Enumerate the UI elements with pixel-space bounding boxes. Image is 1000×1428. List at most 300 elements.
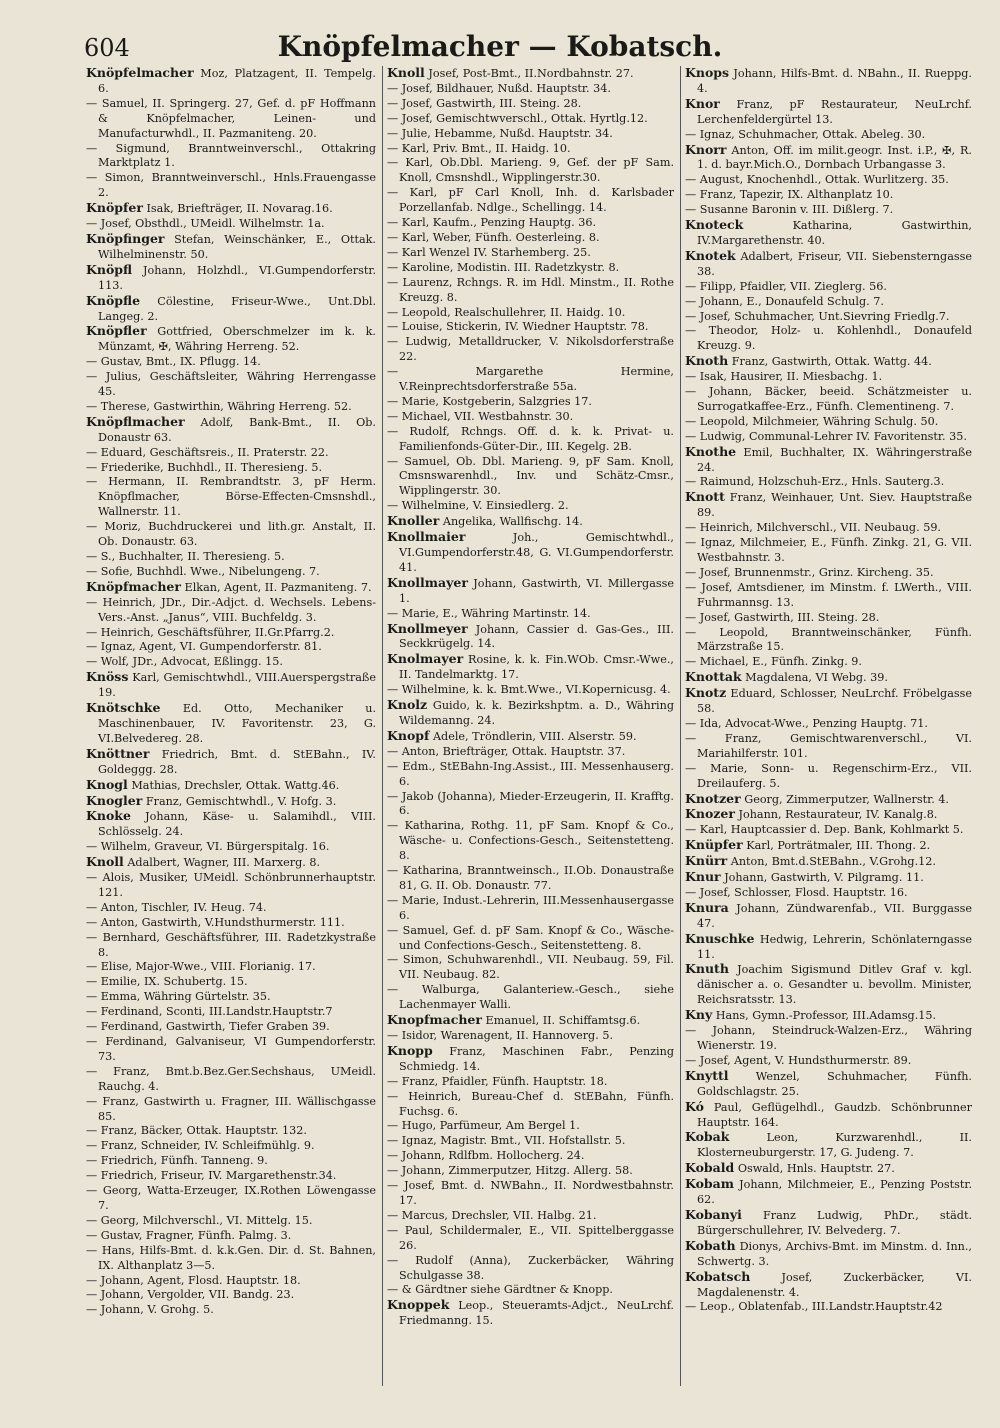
directory-entry — [387, 1029, 674, 1044]
directory-entry — [86, 1303, 376, 1318]
directory-entry — [685, 310, 972, 325]
directory-entry — [86, 1214, 376, 1229]
directory-entry — [86, 1035, 376, 1065]
entry-text: Hedwig, Lehrerin, Schönlaterngasse 11. — [697, 932, 972, 961]
entry-text: — Theodor, Holz- u. Kohlenhdl., Donaufeld Kreuzg. 9. — [685, 324, 972, 353]
entry-text: — Johann, V. Grohg. 5. — [86, 1303, 214, 1317]
entry-text: — Anton, Gastwirth, V.Hundsthurmerstr. 111. — [86, 915, 345, 929]
directory-entry — [685, 1161, 972, 1177]
directory-entry — [86, 142, 376, 172]
entry-text: — Wilhelmine, k. k. Bmt.Wwe., VI.Kopernicusg. 4. — [387, 683, 671, 697]
entry-surname: Knotek — [685, 247, 736, 263]
column-3 — [680, 66, 976, 1386]
directory-entry — [86, 66, 376, 97]
entry-text: — Franz, Pfaidler, Fünfh. Hauptstr. 18. — [387, 1074, 608, 1088]
directory-entry — [685, 490, 972, 521]
entry-text: — Hugo, Parfümeur, Am Bergel 1. — [387, 1119, 580, 1133]
directory-entry — [387, 82, 674, 97]
directory-entry — [685, 1300, 972, 1315]
entry-text: — Josef, Schuhmacher, Unt.Sievring Friedlg.7. — [685, 309, 950, 323]
entry-text: Anton, Off. im milit.geogr. Inst. i.P., ✠, R. 1. d. bayr.Mich.O., Dornbach Urbangasse 3. — [697, 143, 972, 172]
directory-entry — [86, 809, 376, 840]
entry-text: — Franz, Bäcker, Ottak. Hauptstr. 132. — [86, 1124, 307, 1138]
directory-entry — [86, 960, 376, 975]
directory-entry — [387, 983, 674, 1013]
directory-entry — [86, 461, 376, 476]
entry-text: — Josef, Gemischtwverschl., Ottak. Hyrtlg.12. — [387, 111, 648, 125]
entry-text: — Samuel, II. Springerg. 27, Gef. d. pF Hoffmann & Knöpfelmacher, Leinen- und Manufacturwhdl., II. Pazmaniteng. 20. — [86, 96, 376, 140]
entry-text: — Ferdinand, Galvaniseur, VI Gumpendorferstr. 73. — [86, 1035, 376, 1063]
entry-surname: Kobam — [685, 1176, 734, 1192]
entry-surname: Knöss — [86, 669, 129, 685]
entry-text: Johann, Milchmeier, E., Penzing Poststr. 62. — [697, 1178, 972, 1207]
directory-entry — [685, 66, 972, 97]
directory-entry — [86, 580, 376, 596]
directory-entry — [86, 626, 376, 641]
directory-entry — [685, 717, 972, 732]
entry-text: — Josef, Gastwirth, III. Steing. 28. — [685, 610, 880, 624]
entry-surname: Knoke — [86, 808, 131, 824]
directory-entry — [86, 1229, 376, 1244]
entry-text: — Franz, Schneider, IV. Schleifmühlg. 9. — [86, 1139, 315, 1153]
entry-text: — Ignaz, Agent, VI. Gumpendorferstr. 81. — [86, 640, 322, 654]
directory-entry — [685, 249, 972, 280]
directory-entry — [685, 173, 972, 188]
directory-entry — [685, 854, 972, 870]
entry-surname: Knott — [685, 489, 725, 505]
directory-entry — [685, 536, 972, 566]
entry-text: Emanuel, II. Schiffamtsg.6. — [481, 1014, 641, 1028]
directory-entry — [387, 1075, 674, 1090]
directory-entry — [685, 1130, 972, 1161]
directory-entry — [685, 385, 972, 415]
directory-entry — [86, 232, 376, 263]
entry-text: Johann, Hilfs-Bmt. d. NBahn., II. Rueppg. 4. — [697, 67, 972, 95]
entry-text: — Karl, Priv. Bmt., II. Haidg. 10. — [387, 141, 571, 155]
directory-entry — [387, 425, 674, 455]
entry-text: — Filipp, Pfaidler, VII. Zieglerg. 56. — [685, 279, 887, 293]
directory-entry — [86, 1065, 376, 1095]
directory-entry — [387, 530, 674, 576]
directory-entry — [387, 1134, 674, 1149]
entry-text: Friedrich, Bmt. d. StEBahn., IV. Goldeggg. 28. — [98, 747, 376, 776]
entry-surname: Knöpflmacher — [86, 413, 185, 429]
entry-text: Leon, Kurzwarenhdl., II. Klosterneuburgerstr. 17, G. Judeng. 7. — [697, 1131, 972, 1160]
directory-entry — [86, 171, 376, 201]
entry-text: — Ignaz, Milchmeier, E., Fünfh. Zinkg. 21, G. VII. Westbahnstr. 3. — [685, 536, 972, 564]
entry-text: — Simon, Branntweinverschl., Hnls.Frauengasse 2. — [86, 171, 376, 200]
directory-entry — [685, 1024, 972, 1054]
directory-entry — [387, 790, 674, 820]
entry-text: — Edm., StEBahn-Ing.Assist., III. Messenhauserg. 6. — [387, 759, 674, 788]
entry-text: — Karl, pF Carl Knoll, Inh. d. Karlsbader Porzellanfab. Ndlge., Schellingg. 14. — [387, 186, 674, 215]
directory-entry — [387, 607, 674, 622]
directory-entry — [86, 1274, 376, 1289]
directory-entry — [86, 975, 376, 990]
entry-text: Johann, Käse- u. Salamihdl., VIII. Schlösselg. 24. — [98, 810, 376, 839]
entry-text: Franz, Weinhauer, Unt. Siev. Hauptstraße 89. — [697, 491, 972, 520]
entry-text: — Samuel, Gef. d. pF Sam. Knopf & Co., Wäsche- und Confections-Gesch., Seitenstetteng. 8. — [387, 923, 674, 952]
directory-entry — [387, 261, 674, 276]
directory-entry — [685, 962, 972, 1008]
directory-entry — [387, 335, 674, 365]
directory-entry — [685, 143, 972, 174]
directory-entry — [387, 729, 674, 745]
directory-entry — [685, 807, 972, 823]
entry-text: Franz, Maschinen Fabr., Penzing Schmiedg. 14. — [399, 1044, 674, 1073]
entry-surname: Knoteck — [685, 217, 744, 233]
entry-text: Angelika, Wallfischg. 14. — [439, 515, 583, 529]
directory-entry — [86, 415, 376, 446]
directory-entry — [387, 1224, 674, 1254]
directory-entry — [685, 838, 972, 854]
entry-surname: Knozer — [685, 806, 735, 822]
directory-entry — [86, 324, 376, 355]
page-header — [0, 30, 1000, 70]
entry-surname: Knoppek — [387, 1297, 450, 1313]
directory-entry — [387, 760, 674, 790]
entry-text: — Emma, Währing Gürtelstr. 35. — [86, 990, 271, 1004]
entry-text: — Walburga, Galanteriew.-Gesch., siehe Lachenmayer Walli. — [387, 983, 674, 1012]
entry-text: — Johann, Agent, Flosd. Hauptstr. 18. — [86, 1273, 301, 1287]
entry-surname: Kobald — [685, 1160, 735, 1176]
entry-surname: Kó — [685, 1098, 704, 1114]
entry-text: — Bernhard, Geschäftsführer, III. Radetzkystraße 8. — [86, 930, 376, 959]
entry-surname: Knöpfmacher — [86, 578, 181, 594]
directory-entry — [387, 953, 674, 983]
entry-surname: Kobath — [685, 1237, 736, 1253]
entry-text: Guido, k. k. Bezirkshptm. a. D., Währing Wildemanng. 24. — [399, 699, 674, 727]
entry-surname: Knöpfle — [86, 292, 141, 308]
entry-text: Franz, pF Restaurateur, NeuLrchf. Lerchenfeldergürtel 13. — [697, 97, 972, 126]
directory-entry — [685, 1177, 972, 1208]
entry-text: — Heinrich, Bureau-Chef d. StEBahn, Fünfh. Fuchsg. 6. — [387, 1089, 674, 1118]
entry-text: — Heinrich, Geschäftsführer, II.Gr.Pfarrg.2. — [86, 625, 335, 639]
directory-entry — [86, 1139, 376, 1154]
entry-text: — Julius, Geschäftsleiter, Währing Herrengasse 45. — [86, 370, 376, 399]
entry-surname: Knöpfelmacher — [86, 66, 194, 80]
directory-entry — [387, 745, 674, 760]
directory-entry — [685, 370, 972, 385]
directory-entry — [685, 475, 972, 490]
entry-text: — Susanne Baronin v. III. Dißlerg. 7. — [685, 203, 894, 217]
entry-text: — Jakob (Johanna), Mieder-Erzeugerin, II. Krafftg. 6. — [387, 789, 674, 818]
entry-text: — Elise, Major-Wwe., VIII. Florianig. 17. — [86, 960, 316, 974]
directory-entry — [86, 400, 376, 415]
entry-text: — Michael, VII. Westbahnstr. 30. — [387, 409, 574, 423]
directory-entry — [387, 1283, 674, 1298]
entry-text: — Karl, Ob.Dbl. Marieng. 9, Gef. der pF Sam. Knoll, Cmsnshdl., Wipplingerstr.30. — [387, 156, 674, 185]
directory-entry — [387, 186, 674, 216]
entry-text: — Margarethe Hermine, V.Reinprechtsdorferstraße 55a. — [387, 365, 674, 394]
entry-text: — Johann, Steindruck-Walzen-Erz., Währing Wienerstr. 19. — [685, 1024, 972, 1052]
directory-entry — [685, 566, 972, 581]
directory-entry — [387, 864, 674, 894]
entry-text: Josef, Post-Bmt., II.Nordbahnstr. 27. — [424, 67, 634, 80]
directory-entry — [86, 355, 376, 370]
directory-columns — [84, 66, 984, 1386]
entry-text: Adele, Tröndlerin, VIII. Alserstr. 59. — [429, 729, 637, 743]
entry-text: — Gustav, Fragner, Fünfh. Palmg. 3. — [86, 1228, 292, 1242]
directory-entry — [685, 430, 972, 445]
entry-surname: Knoll — [86, 854, 124, 870]
entry-surname: Knorr — [685, 141, 727, 157]
entry-surname: Knothe — [685, 443, 737, 459]
entry-text: — Emilie, IX. Schubertg. 15. — [86, 975, 248, 989]
directory-entry — [685, 1239, 972, 1270]
entry-surname: Knöttner — [86, 745, 150, 761]
directory-entry — [387, 683, 674, 698]
directory-entry — [685, 886, 972, 901]
entry-text: — Marie, Indust.-Lehrerin, III.Messenhausergasse 6. — [387, 893, 674, 922]
entry-text: Moz, Platzagent, II. Tempelg. 6. — [98, 67, 376, 95]
entry-text: — Friedrich, Friseur, IV. Margarethenstr.34. — [86, 1169, 337, 1183]
entry-text: — Raimund, Holzschuh-Erz., Hnls. Sauterg.3. — [685, 475, 945, 489]
entry-text: Hans, Gymn.-Professor, III.Adamsg.15. — [712, 1009, 937, 1023]
entry-text: Karl, Gemischtwhdl., VIII.Auerspergstraße 19. — [98, 671, 376, 700]
entry-text: — Josef, Obsthdl., UMeidl. Wilhelmstr. 1a. — [86, 217, 325, 231]
entry-text: — Ferdinand, Gastwirth, Tiefer Graben 39. — [86, 1020, 330, 1034]
entry-text: Dionys, Archivs-Bmt. im Minstm. d. Inn., Schwertg. 3. — [697, 1239, 972, 1268]
entry-text: Emil, Buchhalter, IX. Währingerstraße 24. — [697, 445, 972, 474]
directory-entry — [387, 246, 674, 261]
entry-text: Karl, Porträtmaler, III. Thong. 2. — [742, 839, 931, 853]
directory-entry — [387, 216, 674, 231]
entry-text: — Josef, Brunnenmstr., Grinz. Kircheng. 35. — [685, 565, 934, 579]
entry-text: Katharina, Gastwirthin, IV.Margarethenstr. 40. — [697, 219, 972, 247]
directory-entry — [387, 1044, 674, 1075]
entry-text: — Josef, Agent, V. Hundsthurmerstr. 89. — [685, 1053, 912, 1067]
entry-text: — Josef, Gastwirth, III. Steing. 28. — [387, 96, 582, 110]
entry-text: — & Gärdtner siehe Gärdtner & Knopp. — [387, 1283, 613, 1297]
entry-text: — Johann, E., Donaufeld Schulg. 7. — [685, 294, 884, 308]
directory-entry — [685, 128, 972, 143]
directory-entry — [86, 1244, 376, 1274]
directory-entry — [685, 611, 972, 626]
entry-text: — Heinrich, JDr., Dir.-Adjct. d. Wechsels. Lebens-Vers.-Anst. „Janus“, VIII. Buchfeldg. 3. — [86, 595, 376, 624]
directory-entry — [387, 365, 674, 395]
entry-surname: Knolmayer — [387, 651, 464, 667]
entry-text: — Marie, Sonn- u. Regenschirm-Erz., VII. Dreilauferg. 5. — [685, 761, 972, 790]
directory-entry — [387, 142, 674, 157]
entry-text: — Therese, Gastwirthin, Währing Herreng. 52. — [86, 399, 352, 413]
entry-text: Wenzel, Schuhmacher, Fünfh. Goldschlagstr. 25. — [697, 1069, 972, 1098]
entry-text: — Ida, Advocat-Wwe., Penzing Hauptg. 71. — [685, 716, 928, 730]
entry-surname: Kny — [685, 1007, 713, 1023]
entry-text: — Gustav, Bmt., IX. Pflugg. 14. — [86, 355, 261, 369]
entry-surname: Knopf — [387, 727, 430, 743]
entry-text: Paul, Geflügelhdl., Gaudzb. Schönbrunner Hauptstr. 164. — [697, 1100, 972, 1129]
entry-surname: Knoll — [387, 66, 425, 80]
directory-entry — [685, 1054, 972, 1069]
entry-surname: Kobatsch — [685, 1268, 751, 1284]
directory-entry — [387, 819, 674, 864]
directory-entry — [387, 320, 674, 335]
entry-surname: Knöpfer — [86, 200, 143, 216]
directory-entry — [387, 576, 674, 607]
directory-entry — [86, 747, 376, 778]
directory-entry — [387, 306, 674, 321]
directory-entry — [86, 596, 376, 626]
directory-entry — [685, 97, 972, 128]
entry-text: — Louise, Stickerin, IV. Wiedner Hauptstr. 78. — [387, 320, 649, 334]
entry-text: — Laurenz, Rchngs. R. im Hdl. Minstm., II. Rothe Kreuzg. 8. — [387, 275, 674, 304]
directory-entry — [86, 97, 376, 142]
entry-text: Georg, Zimmerputzer, Wallnerstr. 4. — [740, 792, 949, 806]
entry-text: — Karl, Kaufm., Penzing Hauptg. 36. — [387, 216, 597, 230]
directory-entry — [685, 626, 972, 656]
entry-text: — Georg, Watta-Erzeuger, IX.Rothen Löwengasse 7. — [86, 1184, 376, 1212]
entry-surname: Knogler — [86, 792, 143, 808]
entry-text: — Georg, Milchverschl., VI. Mittelg. 15. — [86, 1213, 313, 1227]
entry-text: — Friederike, Buchhdl., II. Theresieng. 5. — [86, 460, 323, 474]
directory-entry — [685, 732, 972, 762]
entry-text: — Hans, Hilfs-Bmt. d. k.k.Gen. Dir. d. St. Bahnen, IX. Althanplatz 3—5. — [86, 1243, 376, 1272]
entry-surname: Knollmeyer — [387, 620, 468, 636]
directory-entry — [86, 565, 376, 580]
directory-entry — [387, 231, 674, 246]
entry-surname: Knoth — [685, 353, 729, 369]
entry-text: — Wolf, JDr., Advocat, Eßlingg. 15. — [86, 655, 283, 669]
entry-text: — Anton, Briefträger, Ottak. Hauptstr. 37. — [387, 744, 626, 758]
directory-entry — [387, 514, 674, 530]
directory-entry — [86, 1020, 376, 1035]
directory-entry — [685, 1208, 972, 1239]
entry-text: — Ludwig, Metalldrucker, V. Nikolsdorferstraße 22. — [387, 335, 674, 364]
directory-entry — [685, 1069, 972, 1100]
directory-entry — [685, 324, 972, 354]
entry-surname: Knopfmacher — [387, 1012, 482, 1028]
entry-surname: Knürr — [685, 853, 728, 869]
directory-entry — [86, 794, 376, 810]
entry-text: Eduard, Schlosser, NeuLrchf. Fröbelgasse 58. — [697, 687, 972, 716]
directory-entry — [685, 445, 972, 476]
entry-text: — Ignaz, Schuhmacher, Ottak. Abeleg. 30. — [685, 127, 926, 141]
entry-text: — Franz, Bmt.b.Bez.Ger.Sechshaus, UMeidl. Rauchg. 4. — [86, 1064, 376, 1093]
entry-surname: Knötschke — [86, 700, 161, 716]
entry-text: — Josef, Amtsdiener, im Minstm. f. LWerth., VIII. Fuhrmannsg. 13. — [685, 580, 972, 609]
directory-entry — [86, 475, 376, 520]
directory-entry — [86, 294, 376, 325]
entry-text: — Josef, Schlosser, Flosd. Hauptstr. 16. — [685, 885, 908, 899]
entry-text: — Franz, Gastwirth u. Fragner, III. Wällischgasse 85. — [86, 1094, 376, 1123]
directory-entry — [86, 916, 376, 931]
directory-entry — [685, 1270, 972, 1301]
entry-text: Rosine, k. k. Fin.WOb. Cmsr.-Wwe., II. Tandelmarktg. 17. — [399, 653, 674, 682]
entry-text: — Karl Wenzel IV. Starhemberg. 25. — [387, 245, 591, 259]
directory-entry — [86, 840, 376, 855]
directory-entry — [86, 201, 376, 217]
entry-text: — Rudolf, Rchngs. Off. d. k. k. Privat- u. Familienfonds-Güter-Dir., III. Kegelg. 2B. — [387, 424, 674, 453]
entry-text: — Isak, Hausirer, II. Miesbachg. 1. — [685, 370, 883, 384]
directory-entry — [86, 778, 376, 794]
directory-entry — [86, 1005, 376, 1020]
entry-surname: Knopp — [387, 1042, 433, 1058]
entry-text: Ed. Otto, Mechaniker u. Maschinenbauer, IV. Favoritenstr. 23, G. VI.Belvedereg. 28. — [98, 702, 376, 745]
entry-text: Oswald, Hnls. Hauptstr. 27. — [734, 1162, 895, 1176]
directory-entry — [387, 698, 674, 729]
entry-text: — Eduard, Geschäftsreis., II. Praterstr. 22. — [86, 445, 329, 459]
entry-text: — Paul, Schildermaler, E., VII. Spittelberggasse 26. — [387, 1223, 674, 1252]
directory-entry — [685, 521, 972, 536]
directory-entry — [685, 280, 972, 295]
directory-entry — [86, 901, 376, 916]
entry-text: — Simon, Schuhwarenhdl., VII. Neubaug. 59, Fil. VII. Neubaug. 82. — [387, 953, 674, 982]
entry-text: — August, Knochenhdl., Ottak. Wurlitzerg. 35. — [685, 173, 949, 187]
entry-surname: Knolz — [387, 697, 428, 713]
entry-text: — Moriz, Buchdruckerei und lith.gr. Anstalt, II. Ob. Donaustr. 63. — [86, 520, 376, 549]
column-1 — [84, 66, 380, 1386]
entry-text: — Ludwig, Communal-Lehrer IV. Favoritenstr. 35. — [685, 429, 967, 443]
directory-entry — [685, 686, 972, 717]
directory-entry — [387, 1164, 674, 1179]
directory-entry — [86, 1169, 376, 1184]
entry-text: — Wilhelm, Graveur, VI. Bürgerspitalg. 16. — [86, 840, 330, 854]
directory-entry — [685, 203, 972, 218]
entry-text: — Ferdinand, Sconti, III.Landstr.Hauptstr.7 — [86, 1005, 333, 1019]
directory-entry — [86, 550, 376, 565]
entry-surname: Knottak — [685, 669, 742, 685]
directory-entry — [685, 901, 972, 932]
directory-entry — [387, 156, 674, 186]
entry-text: — Michael, E., Fünfh. Zinkg. 9. — [685, 655, 862, 669]
entry-surname: Kobanyi — [685, 1206, 742, 1222]
entry-text: — Ignaz, Magistr. Bmt., VII. Hofstallstr. 5. — [387, 1134, 626, 1148]
entry-text: Joh., Gemischtwhdl., VI.Gumpendorferstr.48, G. VI.Gumpendorferstr. 41. — [399, 531, 674, 574]
entry-text: — Julie, Hebamme, Nußd. Hauptstr. 34. — [387, 126, 613, 140]
entry-text: Johann, Zündwarenfab., VII. Burggasse 47. — [697, 901, 972, 930]
directory-entry — [387, 112, 674, 127]
entry-text: Franz Ludwig, PhDr., städt. Bürgerschullehrer, IV. Belvederg. 7. — [697, 1208, 972, 1237]
entry-surname: Knogl — [86, 776, 128, 792]
directory-entry — [387, 276, 674, 306]
entry-text: Elkan, Agent, II. Pazmaniteng. 7. — [180, 580, 372, 594]
entry-text: Magdalena, VI Webg. 39. — [741, 671, 888, 685]
directory-entry — [86, 1095, 376, 1125]
directory-entry — [685, 655, 972, 670]
entry-text: — Josef, Bmt. d. NWBahn., II. Nordwestbahnstr. 17. — [387, 1179, 674, 1207]
directory-entry — [685, 354, 972, 370]
entry-surname: Knüpfer — [685, 837, 743, 853]
entry-text: — Leopold, Milchmeier, Währing Schulg. 50. — [685, 414, 939, 428]
entry-text: — Leopold, Branntweinschänker, Fünfh. Märzstraße 15. — [685, 625, 972, 654]
directory-entry — [86, 931, 376, 961]
entry-surname: Knoller — [387, 513, 440, 529]
directory-entry — [387, 97, 674, 112]
directory-entry — [685, 823, 972, 838]
entry-text: Gottfried, Oberschmelzer im k. k. Münzamt, ✠, Währing Herreng. 52. — [98, 325, 376, 354]
directory-entry — [86, 370, 376, 400]
entry-text: — Johann, Rdlfbm. Hollocherg. 24. — [387, 1149, 585, 1163]
directory-entry — [387, 455, 674, 500]
directory-entry — [86, 1154, 376, 1169]
directory-entry — [387, 1209, 674, 1224]
directory-entry — [387, 395, 674, 410]
directory-entry — [685, 1100, 972, 1131]
entry-surname: Knuth — [685, 961, 729, 977]
entry-text: — Rudolf (Anna), Zuckerbäcker, Währing Schulgasse 38. — [387, 1253, 674, 1282]
entry-text: Joachim Sigismund Ditlev Graf v. kgl. dänischer a. o. Gesandter u. bevollm. Minister, Reichsratsstr. 13. — [697, 963, 972, 1007]
directory-entry — [387, 1119, 674, 1134]
entry-text: Mathias, Drechsler, Ottak. Wattg.46. — [127, 778, 340, 792]
entry-surname: Knöpfl — [86, 261, 133, 277]
directory-entry — [387, 1090, 674, 1120]
directory-entry — [685, 218, 972, 249]
entry-text: — Isidor, Warenagent, II. Hannoverg. 5. — [387, 1029, 614, 1042]
directory-entry — [387, 622, 674, 653]
entry-surname: Knur — [685, 869, 721, 885]
entry-text: — Johann, Bäcker, beeid. Schätzmeister u. Surrogatkaffee-Erz., Fünfh. Clementineng. 7. — [685, 385, 972, 413]
